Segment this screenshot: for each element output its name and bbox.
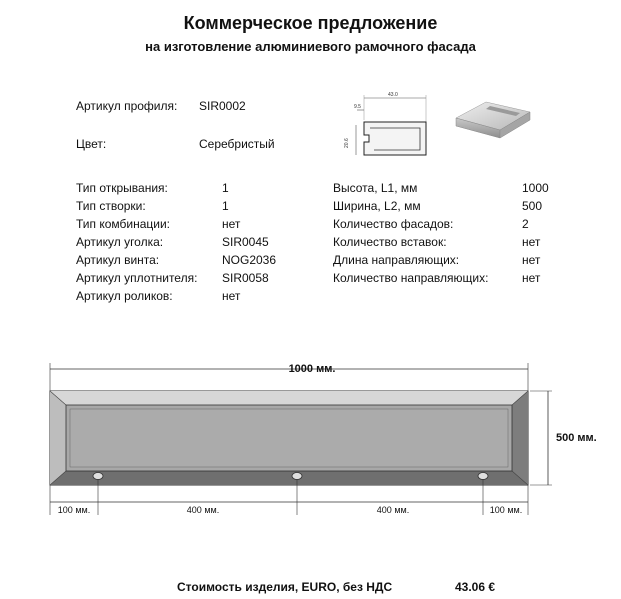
param-left-label: Артикул роликов: (76, 289, 173, 303)
param-left-label: Тип комбинации: (76, 217, 171, 231)
segment-label: 400 мм. (376, 505, 410, 515)
profile-article-value: SIR0002 (199, 99, 246, 113)
param-right-value: 2 (522, 217, 529, 231)
param-left-label: Тип створки: (76, 199, 146, 213)
param-right-value: нет (522, 253, 541, 267)
segment-label: 400 мм. (186, 505, 220, 515)
param-left-value: SIR0058 (222, 271, 269, 285)
page-subtitle: на изготовление алюминиевого рамочного фасада (145, 39, 476, 54)
profile-article-label: Артикул профиля: (76, 99, 178, 113)
dim-height-text: 20.6 (344, 138, 350, 148)
param-right-label: Количество направляющих: (333, 271, 489, 285)
param-right-label: Длина направляющих: (333, 253, 460, 267)
param-left-label: Артикул уголка: (76, 235, 164, 249)
color-value: Серебристый (199, 137, 275, 151)
height-dimension-label: 500 мм. (556, 432, 597, 444)
param-right-label: Количество вставок: (333, 235, 447, 249)
param-left-value: NOG2036 (222, 253, 277, 267)
segment-label: 100 мм. (489, 505, 523, 515)
color-label: Цвет: (76, 137, 107, 151)
dim-small-text: 9.5 (354, 104, 361, 110)
param-left-label: Артикул уплотнителя: (76, 271, 198, 285)
mount-hole (292, 473, 302, 480)
param-right-label: Ширина, L2, мм (333, 199, 421, 213)
cost-value: 43.06 € (455, 580, 496, 594)
param-right-value: нет (522, 271, 541, 285)
profile-cross-section-drawing (334, 90, 434, 160)
param-left-label: Тип открывания: (76, 181, 168, 195)
param-right-label: Количество фасадов: (333, 217, 454, 231)
cost-label: Стоимость изделия, EURO, без НДС (177, 580, 393, 594)
param-right-value: 1000 (522, 181, 549, 195)
dim-width-text: 43.0 (388, 92, 398, 98)
facade-drawing (0, 355, 621, 520)
param-right-label: Высота, L1, мм (333, 181, 418, 195)
width-dimension-label: 1000 мм. (288, 363, 336, 375)
segment-label: 100 мм. (57, 505, 91, 515)
param-left-value: 1 (222, 199, 229, 213)
param-right-value: 500 (522, 199, 543, 213)
param-left-value: нет (222, 217, 241, 231)
page-title: Коммерческое предложение (183, 13, 438, 33)
param-left-value: нет (222, 289, 241, 303)
mount-hole (93, 473, 103, 480)
mount-hole (478, 473, 488, 480)
param-left-label: Артикул винта: (76, 253, 160, 267)
param-left-value: 1 (222, 181, 229, 195)
profile-3d-image (450, 98, 534, 142)
param-left-value: SIR0045 (222, 235, 269, 249)
param-right-value: нет (522, 235, 541, 249)
